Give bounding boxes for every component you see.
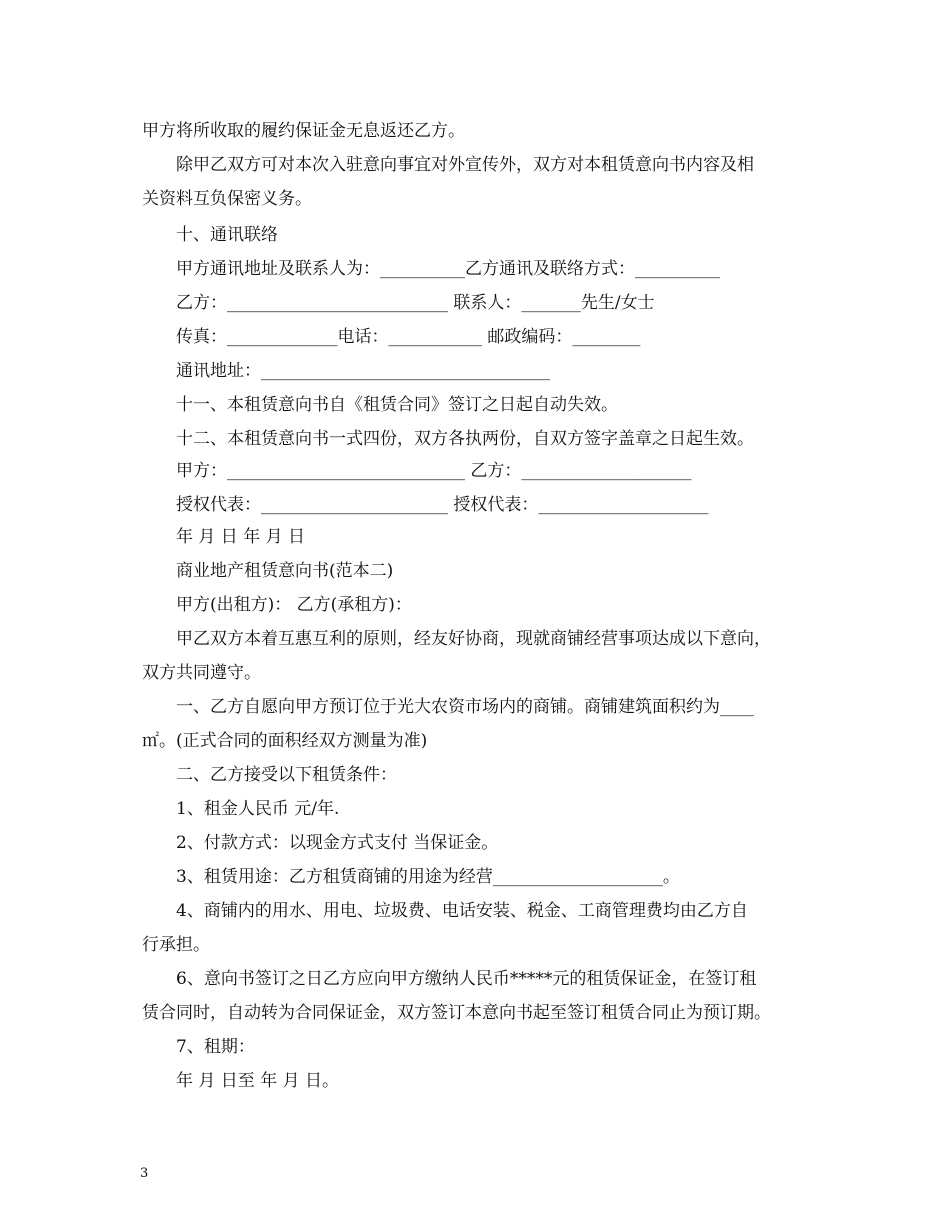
text-line: 甲方通讯地址及联系人为：__________乙方通讯及联络方式：__________ [176,259,720,279]
document-title: 商业地产租赁意向书(范本二) [176,561,394,581]
date-line: 年 月 日 年 月 日 [176,527,306,547]
text-line: ㎡。(正式合同的面积经双方测量为准) [142,731,428,751]
section-heading: 二、乙方接受以下租赁条件： [176,765,397,785]
text-line: 传真：_____________电话：___________ 邮政编码：________ [176,327,641,347]
text-line: 甲乙双方本着互惠互利的原则，经友好协商，现就商铺经营事项达成以下意向， [176,629,771,649]
list-item: 3、租赁用途：乙方租赁商铺的用途为经营____________________。 [176,867,680,887]
text-line: 关资料互负保密义务。 [142,189,312,209]
section-heading: 十一、本租赁意向书自《租赁合同》签订之日起自动失效。 [176,395,618,415]
list-item: 2、付款方式：以现金方式支付 当保证金。 [176,833,499,853]
date-line: 年 月 日至 年 月 日。 [176,1071,340,1091]
list-item: 1、租金人民币 元/年. [176,799,340,819]
text-line: 通讯地址：__________________________________ [176,361,550,381]
text-line: 双方共同遵守。 [142,663,261,683]
page-number: 3 [140,1166,149,1181]
list-item: 4、商铺内的用水、用电、垃圾费、电话安装、税金、工商管理费均由乙方自 [176,901,748,921]
list-item: 6、意向书签订之日乙方应向甲方缴纳人民币*****元的租赁保证金，在签订租 [176,969,757,989]
parties-line: 甲方(出租方)： 乙方(承租方)： [176,595,412,615]
text-line: 除甲乙双方可对本次入驻意向事宜对外宣传外，双方对本租赁意向书内容及相 [176,155,754,175]
section-heading: 十二、本租赁意向书一式四份，双方各执两份，自双方签字盖章之日起生效。 [176,429,754,449]
text-line: 乙方：__________________________ 联系人：_______先生/女士 [176,293,655,313]
text-line: 行承担。 [142,935,210,955]
text-line: 赁合同时，自动转为合同保证金，双方签订本意向书起至签订租赁合同止为预订期。 [142,1003,771,1023]
section-heading: 十、通讯联络 [176,225,278,245]
text-line: 一、乙方自愿向甲方预订位于光大农资市场内的商铺。商铺建筑面积约为____ [176,697,754,717]
signature-line: 授权代表：______________________ 授权代表：____________________ [176,495,709,515]
signature-line: 甲方：____________________________ 乙方：____________________ [176,461,692,481]
list-item: 7、租期： [176,1037,255,1057]
text-line: 甲方将所收取的履约保证金无息返还乙方。 [142,121,465,141]
